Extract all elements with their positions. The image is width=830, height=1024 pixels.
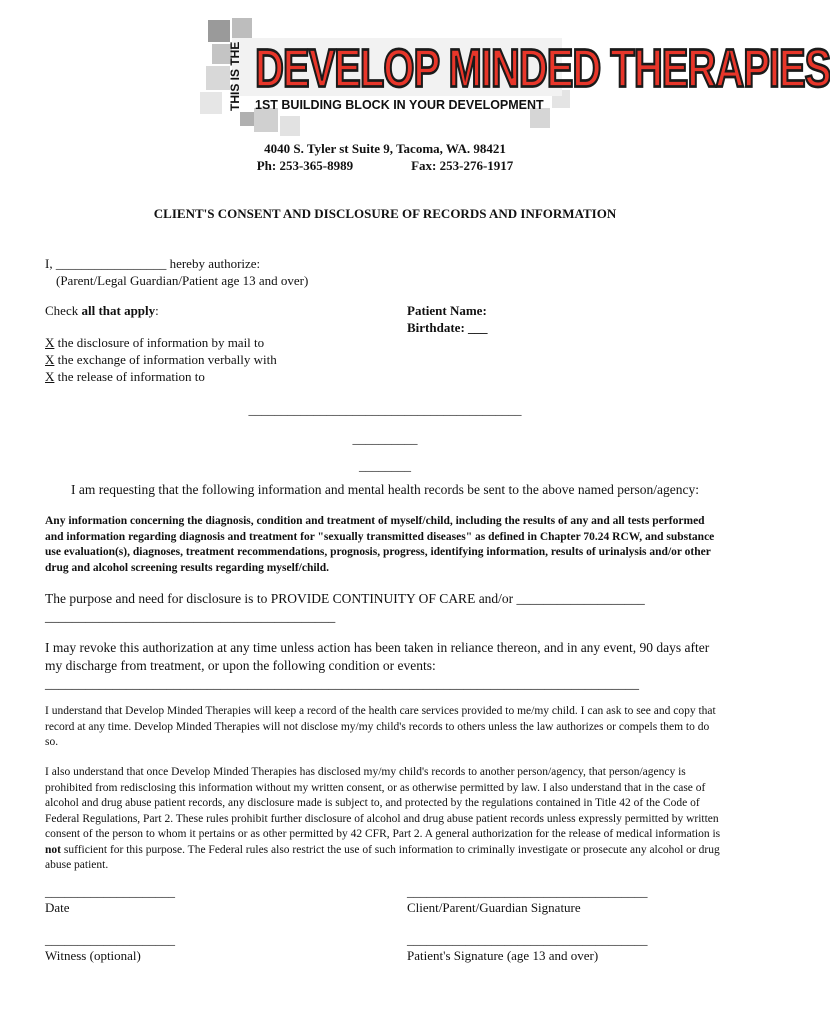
patient-birthdate-label: Birthdate: ___ [407, 320, 488, 335]
revoke-line[interactable]: ________________________________________________________________________________________ [45, 676, 639, 691]
address-block [0, 140, 770, 174]
check-emphasis: all that apply [81, 303, 156, 318]
client-signature-line[interactable]: _____________________________________ [407, 884, 648, 899]
logo-tagline: 1ST BUILDING BLOCK IN YOUR DEVELOPMENT [255, 98, 544, 112]
understand-paragraph-2 [45, 765, 725, 874]
records-description: Any information concerning the diagnosis, condition and treatment of myself/child, including the results of any and all tests performed and information regarding diagnosis and treatment for "sexually transmitted diseases" as defined in Chapter 70.24 RCW, and substance use evaluation(s), diagnoses, treatment recommendations, prognosis, progress, identifying information, results of urinalysis and/or other drug and alcohol screening results regarding myself/child. [45, 515, 715, 574]
check-suffix: : [155, 303, 159, 318]
revoke-paragraph [45, 639, 725, 693]
purpose-text: The purpose and need for disclosure is to PROVIDE CONTINUITY OF CARE and/or ___________________ [45, 591, 645, 606]
date-line[interactable]: ____________________ [45, 884, 175, 899]
option-mark: X [45, 352, 55, 367]
option-mark: X [45, 369, 55, 384]
phone-number: Ph: 253-365-8989 [256, 158, 354, 173]
patient-name-label: Patient Name: [407, 303, 487, 318]
recipient-line-3[interactable]: ________ [359, 458, 411, 473]
purpose-line[interactable]: ___________________________________________ [45, 609, 336, 624]
option-release[interactable] [45, 369, 205, 385]
understand-paragraph-1: I understand that Develop Minded Therapies will keep a record of the health care services provided to me/my child. I can ask to see and copy that record at any time. Develop Minded Therapies will not disclose my/my child's records to others unless the law authorizes or compels them to do so. [45, 705, 716, 748]
understand2-emphasis: not [45, 843, 61, 856]
recipient-line-2[interactable]: __________ [352, 431, 418, 446]
patient-signature-label: Patient's Signature (age 13 and over) [407, 948, 599, 963]
option-label: the release of information to [54, 369, 205, 384]
purpose-paragraph [45, 590, 725, 626]
check-instruction [45, 303, 159, 319]
authorize-line: I, _________________ hereby authorize: [45, 256, 261, 271]
authorize-role: (Parent/Legal Guardian/Patient age 13 and over) [56, 273, 309, 288]
logo-name: DEVELOP MINDED THERAPIES [255, 39, 830, 99]
address-line: 4040 S. Tyler st Suite 9, Tacoma, WA. 98421 [264, 141, 506, 156]
understand2-before: I also understand that once Develop Minded Therapies has disclosed my/my child's records to another person/agency, that person/agency is prohibited from redisclosing this information without my written consent, or as otherwise permitted by law. I also understand that in the case of alcohol and drug abuse patient records, any disclosure made is subject to, and protected by the regulations contained in Title 42 of the Code of Federal Regulations, Part 2. These rules prohibit further disclosure of alcohol and drug abuse patient records unless expressly permitted by written consent of the person to whom it pertains or as other permitted by 42 CFR, Part 2. A general authorization for the release of medical information is [45, 766, 721, 840]
option-label: the disclosure of information by mail to [54, 335, 265, 350]
fax-number: Fax: 253-276-1917 [411, 158, 514, 173]
check-prefix: Check [45, 303, 82, 318]
witness-label: Witness (optional) [45, 948, 141, 963]
contact-line [0, 157, 770, 174]
logo-side-text: THIS IS THE [228, 41, 242, 111]
request-statement: I am requesting that the following information and mental health records be sent to the above named person/agency: [71, 482, 699, 497]
revoke-text: I may revoke this authorization at any time unless action has been taken in reliance thereon, and in any event, 90 days after my discharge from treatment, or upon the following condition or events: [45, 640, 710, 673]
option-mark: X [45, 335, 55, 350]
understand2-after: sufficient for this purpose. The Federal rules also restrict the use of such information to criminally investigate or prosecute any alcohol or drug abuse patient. [45, 843, 720, 871]
witness-line[interactable]: ____________________ [45, 932, 175, 947]
date-label: Date [45, 900, 70, 915]
patient-signature-line[interactable]: _____________________________________ [407, 932, 648, 947]
form-title: CLIENT'S CONSENT AND DISCLOSURE OF RECORDS AND INFORMATION [153, 206, 617, 221]
option-mail[interactable] [45, 335, 264, 351]
option-label: the exchange of information verbally with [54, 352, 277, 367]
company-logo [200, 12, 830, 142]
client-signature-label: Client/Parent/Guardian Signature [407, 900, 581, 915]
recipient-line-1[interactable]: __________________________________________ [248, 402, 522, 417]
option-verbal[interactable] [45, 352, 277, 368]
